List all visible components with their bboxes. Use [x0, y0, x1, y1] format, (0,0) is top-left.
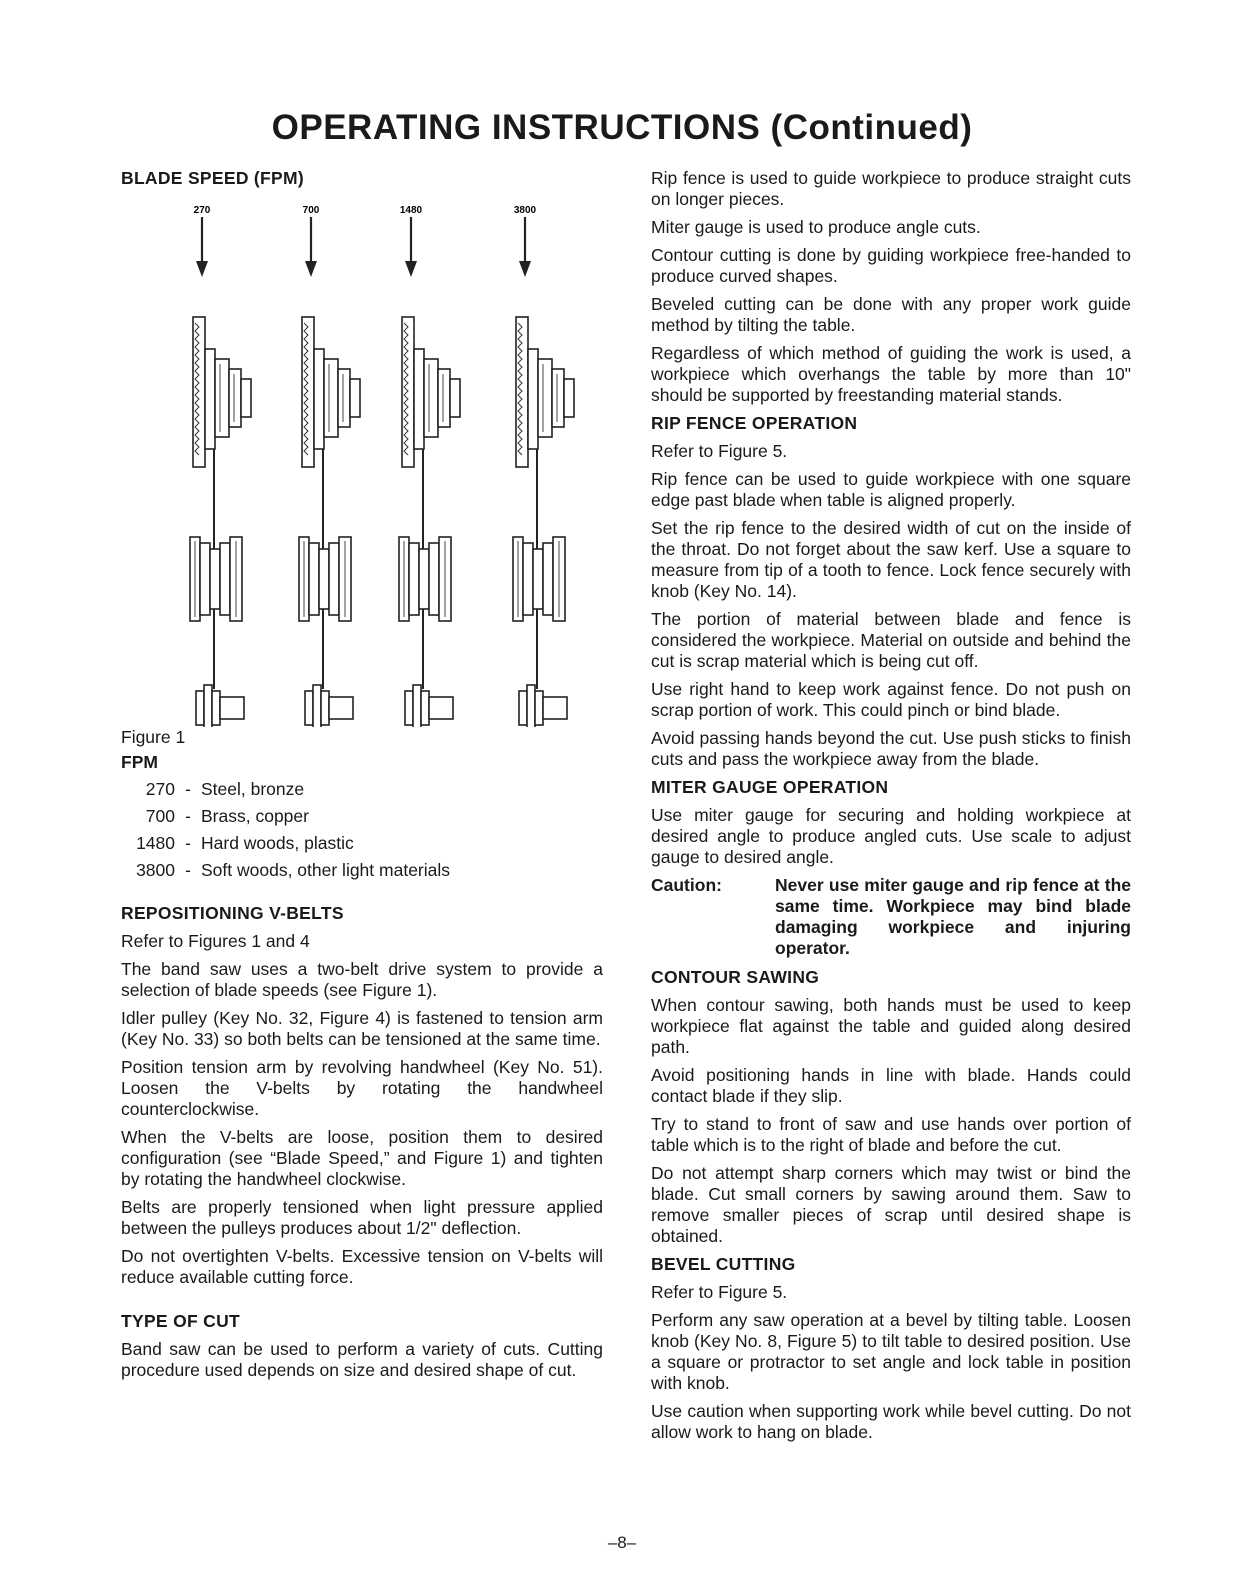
- intro-paragraph: Regardless of which method of guiding the work is used, a workpiece which overhangs the table by more than 10" should be supported by freestanding material stands.: [651, 343, 1131, 405]
- fpm-table: [121, 779, 603, 881]
- type-of-cut-heading: TYPE OF CUT: [121, 1311, 240, 1331]
- drive-config-1480: [399, 217, 460, 727]
- fpm-value: 1480: [136, 833, 175, 853]
- contour-paragraph: Avoid positioning hands in line with blade. Hands could contact blade if they slip.: [651, 1065, 1131, 1106]
- drive-config-270: [190, 217, 251, 727]
- speed-label-3800: 3800: [513, 205, 537, 216]
- caution-label: Caution:: [651, 875, 722, 895]
- repositioning-heading: REPOSITIONING V-BELTS: [121, 903, 344, 923]
- pulley-diagram: [121, 199, 603, 727]
- contour-heading: CONTOUR SAWING: [651, 967, 820, 987]
- miter-gauge-paragraph: Use miter gauge for securing and holding workpiece at desired angle to produce angled cuts. Use scale to adjust gauge to desired angle.: [651, 805, 1131, 867]
- fpm-row: 700 - Brass, copper: [121, 806, 603, 827]
- fpm-value: 3800: [136, 860, 175, 880]
- repositioning-paragraph: Do not overtighten V-belts. Excessive tension on V-belts will reduce available cutting force.: [121, 1246, 603, 1287]
- repositioning-paragraph: Belts are properly tensioned when light pressure applied between the pulleys produces about 1/2" deflection.: [121, 1197, 603, 1238]
- intro-paragraph: Miter gauge is used to produce angle cuts.: [651, 217, 981, 237]
- fpm-row: 270 - Steel, bronze: [121, 779, 603, 800]
- speed-label-700: 700: [302, 205, 320, 216]
- bevel-paragraph: Perform any saw operation at a bevel by tilting table. Loosen knob (Key No. 8, Figure 5) to tilt table to desired position. Use a square or protractor to set angle and lock table in position with knob.: [651, 1310, 1131, 1393]
- repositioning-paragraph: Idler pulley (Key No. 32, Figure 4) is fastened to tension arm (Key No. 33) so both belts can be tensioned at the same time.: [121, 1008, 603, 1049]
- fpm-material: Steel, bronze: [201, 779, 305, 799]
- repositioning-paragraph: The band saw uses a two-belt drive system to provide a selection of blade speeds (see Figure 1).: [121, 959, 603, 1000]
- figure-1: [121, 199, 603, 727]
- fpm-row: 1480 - Hard woods, plastic: [121, 833, 603, 854]
- blade-speed-heading: BLADE SPEED (FPM): [121, 168, 305, 188]
- intro-paragraph: Beveled cutting can be done with any proper work guide method by tilting the table.: [651, 294, 1131, 335]
- fpm-heading: FPM: [121, 752, 158, 772]
- fpm-row: 3800 - Soft woods, other light materials: [121, 860, 603, 881]
- speed-label-1480: 1480: [399, 205, 423, 216]
- rip-fence-paragraph: Rip fence can be used to guide workpiece with one square edge past blade when table is aligned properly.: [651, 469, 1131, 510]
- right-column: [651, 168, 1131, 1450]
- fpm-value: 700: [145, 806, 175, 826]
- contour-paragraph: When contour sawing, both hands must be used to keep workpiece flat against the table and guided along desired path.: [651, 995, 1131, 1057]
- repositioning-paragraph: When the V-belts are loose, position them to desired configuration (see “Blade Speed,” and Figure 1) and tighten by rotating the handwheel clockwise.: [121, 1127, 603, 1189]
- rip-fence-paragraph: Use right hand to keep work against fence. Do not push on scrap portion of work. This could pinch or bind blade.: [651, 679, 1131, 720]
- page-number: –8–: [607, 1533, 637, 1552]
- figure-caption: Figure 1: [121, 727, 186, 747]
- bevel-paragraph: Use caution when supporting work while bevel cutting. Do not allow work to hang on blade.: [651, 1401, 1131, 1442]
- rip-fence-paragraph: Avoid passing hands beyond the cut. Use push sticks to finish cuts and pass the workpiece away from the blade.: [651, 728, 1131, 769]
- page-title: OPERATING INSTRUCTIONS (Continued): [271, 108, 973, 147]
- type-of-cut-paragraph: Band saw can be used to perform a variety of cuts. Cutting procedure used depends on size and desired shape of cut.: [121, 1339, 603, 1380]
- bevel-heading: BEVEL CUTTING: [651, 1254, 796, 1274]
- drive-config-3800: [513, 217, 574, 727]
- contour-paragraph: Try to stand to front of saw and use hands over portion of table which is to the right of blade and before the cut.: [651, 1114, 1131, 1155]
- rip-fence-heading: RIP FENCE OPERATION: [651, 413, 858, 433]
- fpm-material: Soft woods, other light materials: [201, 860, 451, 880]
- fpm-material: Hard woods, plastic: [201, 833, 354, 853]
- fpm-value: 270: [145, 779, 175, 799]
- caution-note: [651, 875, 1131, 959]
- drive-config-700: [299, 217, 360, 727]
- contour-paragraph: Do not attempt sharp corners which may twist or bind the blade. Cut small corners by sawing around them. Saw to remove smaller pieces of scrap until desired shape is obtained.: [651, 1163, 1131, 1246]
- fpm-material: Brass, copper: [201, 806, 309, 826]
- repositioning-paragraph: Refer to Figures 1 and 4: [121, 931, 310, 951]
- left-column: [121, 168, 603, 1388]
- rip-fence-paragraph: Set the rip fence to the desired width of cut on the inside of the throat. Do not forget about the saw kerf. Use a square to measure from tip of a tooth to fence. Lock fence securely with knob (Key No. 14).: [651, 518, 1131, 601]
- intro-paragraph: Rip fence is used to guide workpiece to produce straight cuts on longer pieces.: [651, 168, 1131, 209]
- bevel-paragraph: Refer to Figure 5.: [651, 1282, 788, 1302]
- rip-fence-paragraph: Refer to Figure 5.: [651, 441, 788, 461]
- rip-fence-paragraph: The portion of material between blade and fence is considered the workpiece. Material on outside and behind the cut is scrap material which is being cut off.: [651, 609, 1131, 671]
- miter-gauge-heading: MITER GAUGE OPERATION: [651, 777, 889, 797]
- intro-paragraph: Contour cutting is done by guiding workpiece free-handed to produce curved shapes.: [651, 245, 1131, 286]
- repositioning-paragraph: Position tension arm by revolving handwheel (Key No. 51). Loosen the V-belts by rotating the handwheel counterclockwise.: [121, 1057, 603, 1119]
- speed-label-270: 270: [193, 205, 211, 216]
- caution-text: Never use miter gauge and rip fence at the same time. Workpiece may bind blade damaging workpiece and injuring operator.: [775, 875, 1131, 958]
